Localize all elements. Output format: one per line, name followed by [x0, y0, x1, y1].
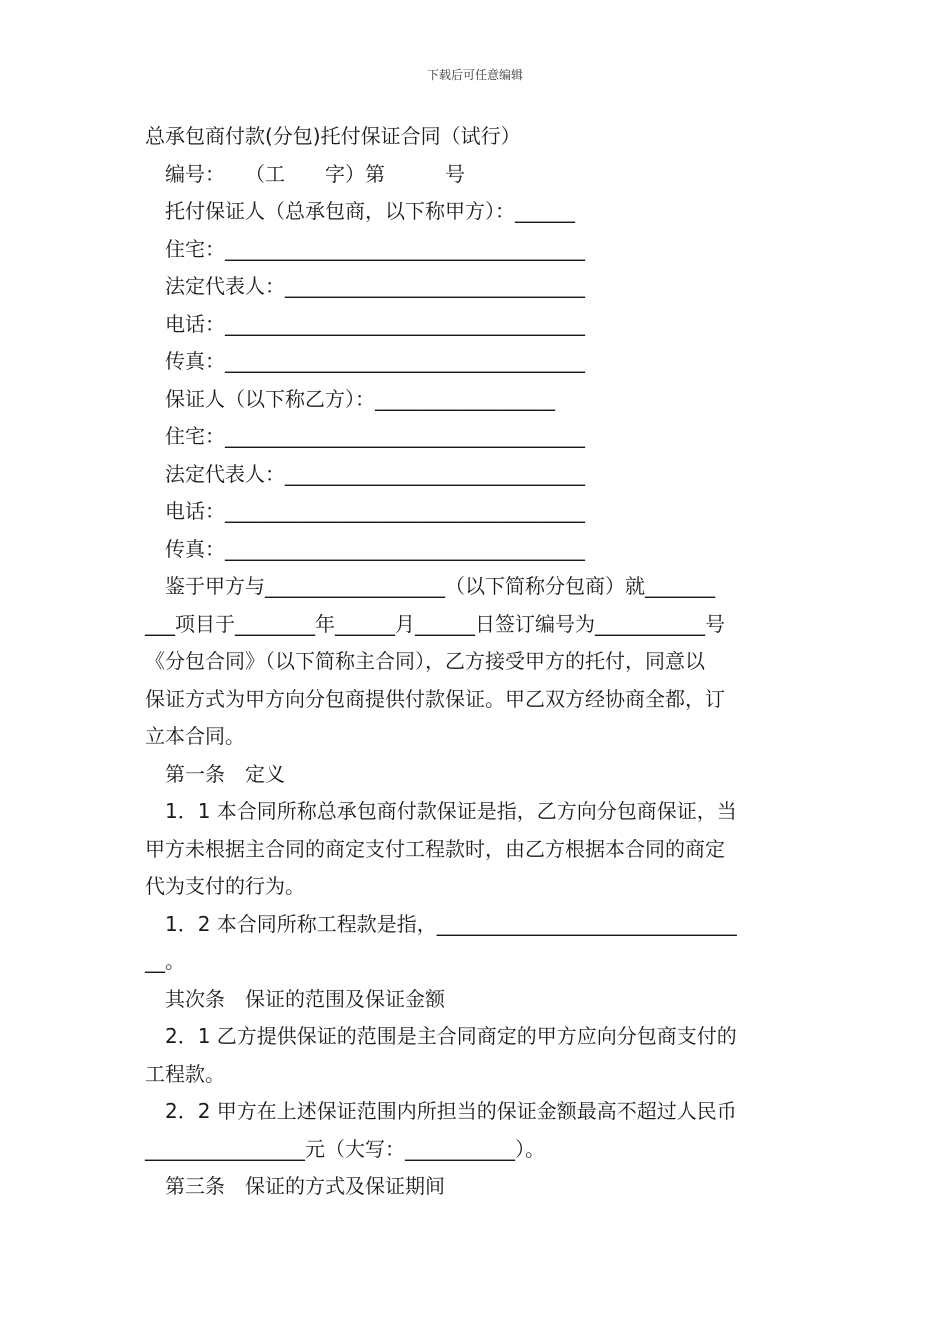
preamble-line: 立本合同。: [145, 724, 245, 748]
contract-number-line: 编号： （工 字）第 号: [165, 161, 465, 186]
preamble-line: 保证方式为甲方向分包商提供付款保证。甲乙双方经协商全都，订: [145, 686, 725, 711]
article-2-heading: 其次条 保证的范围及保证金额: [165, 986, 445, 1011]
clause-2-2: 2．2 甲方在上述保证范围内所担当的保证金额最高不超过人民币: [165, 1099, 737, 1123]
article-1-heading: 第一条 定义: [165, 761, 285, 786]
preamble-line: ___项目于________年______月______日签订编号为___________号: [145, 611, 725, 636]
document-title: 总承包商付款(分包)托付保证合同（试行）: [145, 124, 521, 148]
party-b-label: 保证人（以下称乙方）：__________________: [165, 386, 555, 411]
article-3-heading: 第三条 保证的方式及保证期间: [165, 1174, 445, 1198]
clause-1-2: __。: [145, 949, 185, 973]
page-header: 下载后可任意编辑: [426, 68, 523, 82]
preamble-line: 《分包合同》（以下简称主合同），乙方接受甲方的托付，同意以: [145, 649, 705, 673]
party-b-fax: 传真：____________________________________: [165, 536, 585, 561]
clause-2-1: 工程款。: [145, 1061, 225, 1086]
clause-2-2: ________________元（大写：___________）。: [145, 1136, 545, 1161]
party-a-label: 托付保证人（总承包商，以下称甲方）：______: [165, 199, 575, 223]
party-b-phone: 电话：____________________________________: [165, 499, 585, 523]
preamble-line: 鉴于甲方与__________________（以下简称分包商）就_______: [165, 574, 715, 598]
party-b-rep: 法定代表人：______________________________: [165, 461, 585, 486]
party-b-address: 住宅：____________________________________: [165, 424, 585, 448]
party-a-fax: 传真：____________________________________: [165, 349, 585, 373]
party-a-address: 住宅：____________________________________: [165, 236, 585, 261]
party-a-rep: 法定代表人：______________________________: [165, 274, 585, 298]
clause-1-2: 1．2 本合同所称工程款是指，______________________________: [165, 911, 737, 936]
party-a-phone: 电话：____________________________________: [165, 311, 585, 336]
clause-1-1: 代为支付的行为。: [145, 874, 305, 898]
clause-2-1: 2．1 乙方提供保证的范围是主合同商定的甲方应向分包商支付的: [165, 1024, 737, 1048]
contract-body: [145, 118, 807, 1206]
clause-1-1: 甲方未根据主合同的商定支付工程款时，由乙方根据本合同的商定: [145, 836, 725, 861]
clause-1-1: 1．1 本合同所称总承包商付款保证是指，乙方向分包商保证，当: [165, 799, 737, 823]
